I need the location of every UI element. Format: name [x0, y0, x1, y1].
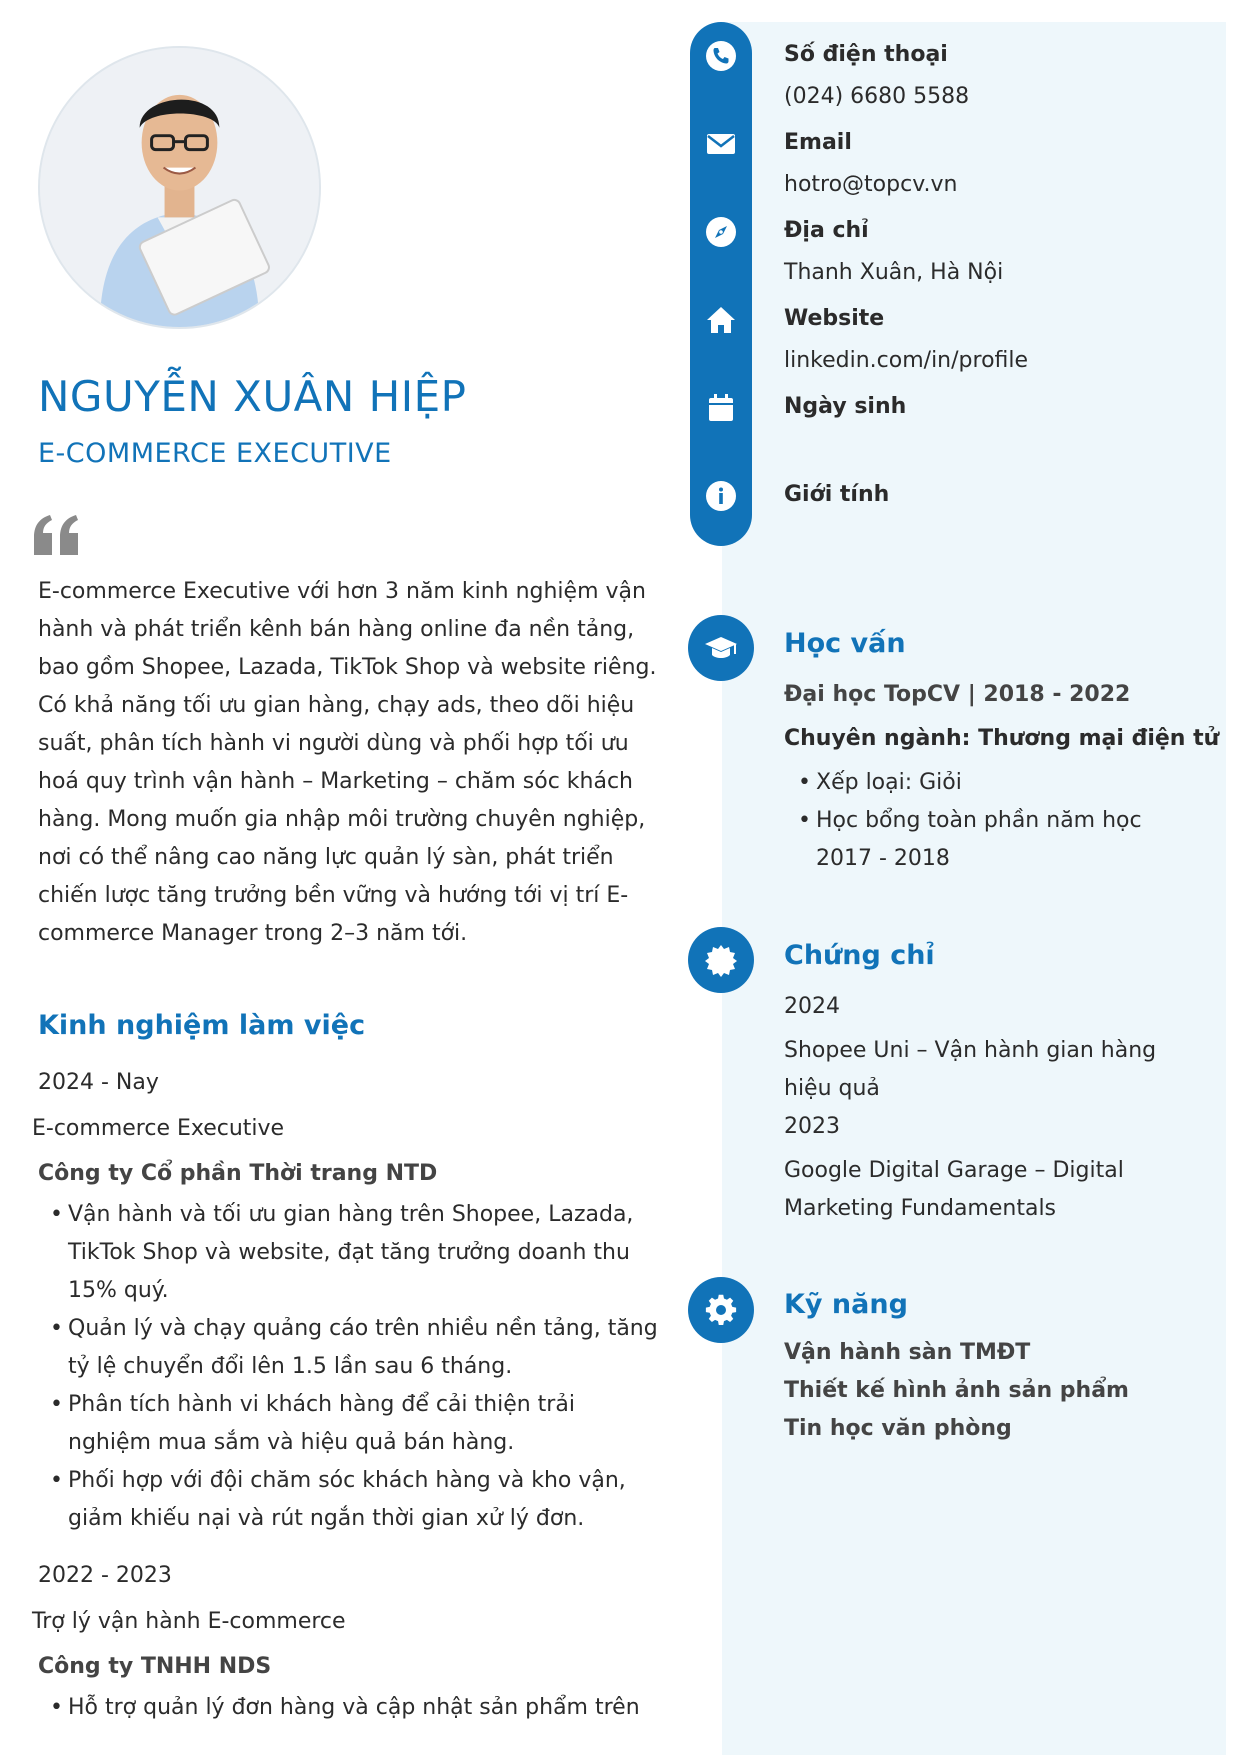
email-icon — [703, 126, 739, 162]
job-role: Trợ lý vận hành E-commerce — [32, 1609, 346, 1634]
job-bullets — [32, 1196, 662, 1538]
phone-icon — [703, 38, 739, 74]
skill-item: Thiết kế hình ảnh sản phẩm — [784, 1378, 1129, 1403]
job-period: 2022 - 2023 — [38, 1563, 172, 1588]
career-summary: E-commerce Executive với hơn 3 năm kinh nghiệm vận hành và phát triển kênh bán hàng online đa nền tảng, bao gồm Shopee, Lazada, TikTok Shop và website riêng. Có khả năng tối ưu gian hàng, chạy ads, theo dõi hiệu suất, phân tích hành vi người dùng và phối hợp tối ưu hoá quy trình vận hành – Marketing – chăm sóc khách hàng. Mong muốn gia nhập môi trường chuyên nghiệp, nơi có thể nâng cao năng lực quản lý sàn, phát triển chiến lược tăng trưởng bền vững và hướng tới vị trí E-commerce Manager trong 2–3 năm tới. — [38, 579, 657, 946]
certificate-item — [784, 988, 1204, 1228]
job-bullet: • Hỗ trợ quản lý đơn hàng và cập nhật sản phẩm trên — [50, 1689, 662, 1727]
gear-icon — [688, 1277, 754, 1343]
job-company: Công ty TNHH NDS — [38, 1654, 272, 1679]
education-detail-item: • Học bổng toàn phần năm học 2017 - 2018 — [798, 802, 1204, 878]
experience-item — [32, 1060, 662, 1538]
phone-label: Số điện thoại — [784, 42, 948, 67]
candidate-position: E-COMMERCE EXECUTIVE — [38, 438, 392, 469]
certificates-section-title: Chứng chỉ — [784, 940, 935, 971]
job-bullet: • Phân tích hành vi khách hàng để cải thiện trải nghiệm mua sắm và hiệu quả bán hàng. — [50, 1386, 662, 1462]
website-value: linkedin.com/in/profile — [784, 348, 1029, 373]
certificate-badge-icon — [688, 927, 754, 993]
skill-item: Tin học văn phòng — [784, 1416, 1012, 1441]
birthday-label: Ngày sinh — [784, 394, 907, 419]
experience-item — [32, 1553, 662, 1727]
email-value: hotro@topcv.vn — [784, 172, 958, 197]
candidate-name: NGUYỄN XUÂN HIỆP — [38, 372, 467, 421]
email-label: Email — [784, 130, 852, 155]
education-detail-item: • Xếp loại: Giỏi — [798, 764, 1204, 802]
graduation-cap-icon — [688, 615, 754, 681]
experience-section-title: Kinh nghiệm làm việc — [38, 1010, 366, 1041]
quote-icon — [30, 515, 82, 555]
job-period: 2024 - Nay — [38, 1070, 159, 1095]
compass-icon — [703, 214, 739, 250]
job-bullets — [32, 1689, 662, 1727]
job-bullet: • Vận hành và tối ưu gian hàng trên Shopee, Lazada, TikTok Shop và website, đạt tăng trưởng doanh thu 15% quý. — [50, 1196, 662, 1310]
calendar-icon — [703, 390, 739, 426]
certificate-name: Google Digital Garage – Digital Marketing Fundamentals — [784, 1158, 1124, 1221]
home-icon — [703, 302, 739, 338]
job-role: E-commerce Executive — [32, 1116, 285, 1141]
job-bullet: • Phối hợp với đội chăm sóc khách hàng và kho vận, giảm khiếu nại và rút ngắn thời gian xử lý đơn. — [50, 1462, 662, 1538]
info-icon — [703, 478, 739, 514]
education-major: Chuyên ngành: Thương mại điện tử — [784, 726, 1220, 751]
gender-label: Giới tính — [784, 482, 890, 507]
education-details — [784, 764, 1204, 878]
certificate-year: 2024 — [784, 994, 840, 1019]
education-school: Đại học TopCV | 2018 - 2022 — [784, 682, 1131, 707]
address-label: Địa chỉ — [784, 218, 869, 243]
skills-list — [784, 1334, 1129, 1448]
skills-section-title: Kỹ năng — [784, 1289, 908, 1320]
education-section-title: Học vấn — [784, 628, 906, 659]
certificate-name: Shopee Uni – Vận hành gian hàng hiệu quả — [784, 1038, 1157, 1101]
skill-item: Vận hành sàn TMĐT — [784, 1340, 1031, 1365]
website-label: Website — [784, 306, 885, 331]
certificate-year: 2023 — [784, 1114, 840, 1139]
profile-photo — [38, 46, 321, 329]
address-value: Thanh Xuân, Hà Nội — [784, 260, 1004, 285]
contact-icon-bar — [690, 22, 752, 546]
job-bullet: • Quản lý và chạy quảng cáo trên nhiều nền tảng, tăng tỷ lệ chuyển đổi lên 1.5 lần sau 6 tháng. — [50, 1310, 662, 1386]
phone-value: (024) 6680 5588 — [784, 84, 970, 109]
job-company: Công ty Cổ phần Thời trang NTD — [38, 1161, 438, 1186]
